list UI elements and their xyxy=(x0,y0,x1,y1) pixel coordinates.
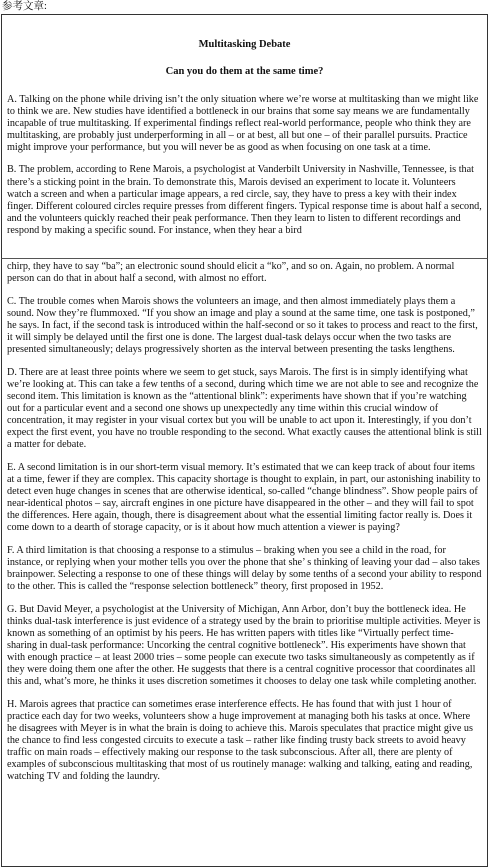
paragraph-b-part1: B. The problem, according to Rene Marois, a psychologist at Vanderbilt University in Nashville, Tennessee, is that there’s a sticking point in the brain. To demonstrate this, Marois devised an experiment to locate it. Volunteers watch a screen and when a particular image appears, a red circle, say, they have to press a key with their index finger. Different coloured circles require presses from different fingers. Typical response time is about half a second, and the volunteers quickly reached their peak performance. Then they learn to listen to different recordings and respond by making a specific sound. For instance, when they hear a bird xyxy=(7,164,482,236)
article-title: Multitasking Debate xyxy=(198,39,291,50)
article-subtitle: Can you do them at the same time? xyxy=(165,66,324,77)
article-frame-top xyxy=(1,14,488,258)
paragraph-b-part2: chirp, they have to say “ba”; an electronic sound should elicit a “ko”, and so on. Again, no problem. A normal person can do that in about half a second, with almost no effort. xyxy=(7,261,455,285)
paragraph-f: F. A third limitation is that choosing a response to a stimulus – braking when you see a child in the road, for instance, or replying when your mother tells you over the phone that she’ s thinking of leaving your dad – also takes brainpower. Selecting a response to one of these things will delay by some tenths of a second your ability to respond to the other. This is called the “response selection bottleneck” theory, first proposed in 1952. xyxy=(7,544,482,593)
paragraph-c: C. The trouble comes when Marois shows the volunteers an image, and then almost immediately plays them a sound. Now they’re flummoxed. “If you show an image and play a sound at the same time, one task is postponed,” he says. In fact, if the second task is introduced within the half-second or so it takes to process and react to the first, it will simply be delayed until the first one is done. The largest dual-task delays occur when the two tasks are presented simultaneously; delays progressively shorten as the interval between presenting the tasks lengthens. xyxy=(7,295,478,356)
paragraph-a: A. Talking on the phone while driving isn’t the only situation where we’re worse at multitasking than we might like to think we are. New studies have identified a bottleneck in our brains that some say means we are fundamentally incapable of true multitasking. If experimental findings reflect real-world performance, people who think they are multitasking, are probably just underperforming in all – or at best, all but one – of their parallel pursuits. Practice might improve your performance, but you will never be as good as when focusing on one task at a time. xyxy=(7,94,479,154)
paragraph-d: D. There are at least three points where we seem to get stuck, says Marois. The first is in simply identifying what we’re looking at. This can take a few tenths of a second, during which time we are not able to see and recognize the second item. This limitation is known as the “attentional blink”: experiments have shown that if you’re watching out for a particular event and a second one shows up unexpectedly any time within this crucial window of concentration, it may register in your visual cortex but you will be unable to act upon it. Interestingly, if you don’t expect the first event, you have no trouble responding to the second. What exactly causes the attentional blink is still a matter for debate. xyxy=(7,366,482,451)
article-frame-bottom xyxy=(1,258,488,867)
paragraph-g: G. But David Meyer, a psychologist at the University of Michigan, Ann Arbor, don’t buy the bottleneck idea. He thinks dual-task interference is just evidence of a strategy used by the brain to prioritise multiple activities. Meyer is known as something of an optimist by his peers. He has written papers with titles like “Virtually perfect time-sharing in dual-task performance: Uncorking the central cognitive bottleneck”. His experiments have shown that with enough practice – at least 2000 tries – some people can execute two tasks simultaneously as competently as if they were doing them one after the other. He suggests that there is a central cognitive processor that coordinates all this and, what’s more, he thinks it uses discretion sometimes it chooses to delay one task while completing another. xyxy=(7,603,481,688)
reference-article-label: 参考文章: xyxy=(2,1,47,12)
paragraph-h: H. Marois agrees that practice can sometimes erase interference effects. He has found that with just 1 hour of practice each day for two weeks, volunteers show a huge improvement at managing both his tasks at once. Where he disagrees with Meyer is in what the brain is doing to achieve this. Marois speculates that practice might give us the chance to find less congested circuits to execute a task – rather like finding trusty back streets to avoid heavy traffic on main roads – effectively making our response to the task subconscious. After all, there are plenty of examples of subconscious multitasking that most of us routinely manage: walking and talking, eating and reading, watching TV and folding the laundry. xyxy=(7,698,473,783)
paragraph-e: E. A second limitation is in our short-term visual memory. It’s estimated that we can keep track of about four items at a time, fewer if they are complex. This capacity shortage is thought to explain, in part, our astonishing inability to detect even huge changes in scenes that are otherwise identical, so-called “change blindness”. Show people pairs of near-identical photos – say, aircraft engines in one picture have disappeared in the other – and they will fail to spot the differences. Here again, though, there is disagreement about what the essential limiting factor really is. Does it come down to a dearth of storage capacity, or is it about how much attention a viewer is paying? xyxy=(7,461,481,534)
